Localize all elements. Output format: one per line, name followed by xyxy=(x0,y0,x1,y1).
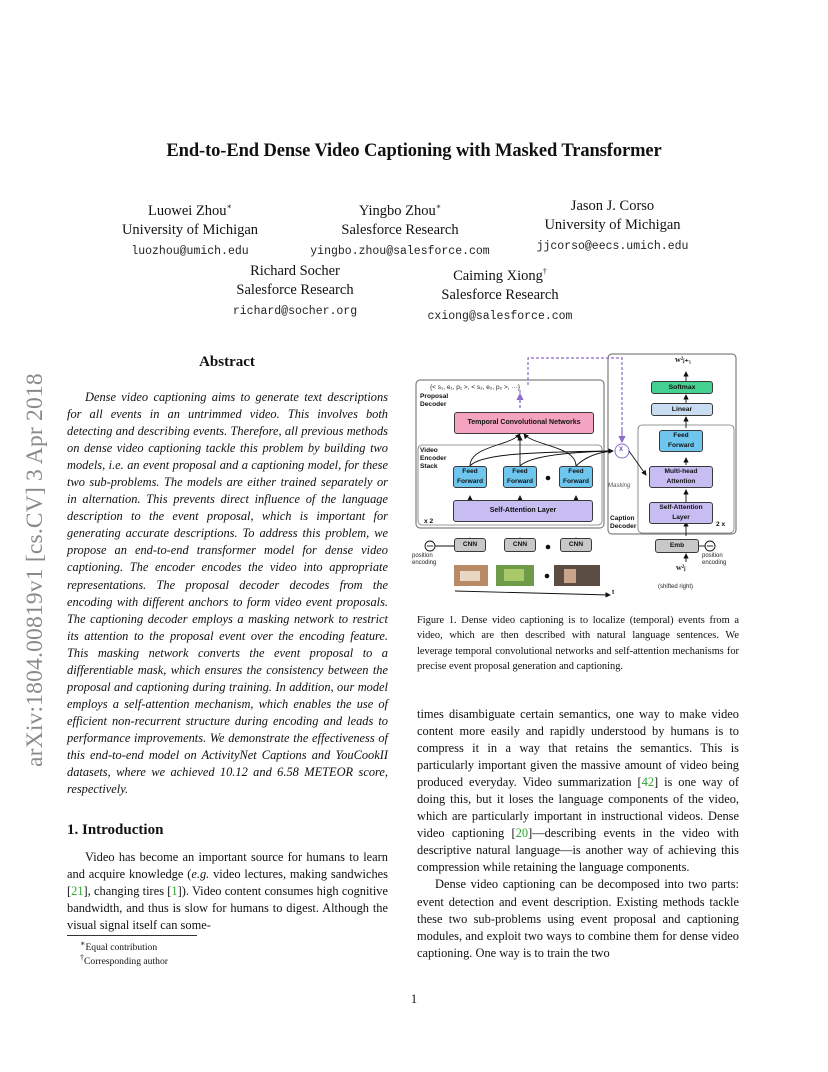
citation-link[interactable]: 21 xyxy=(71,884,84,899)
author-email[interactable]: jjcorso@eecs.umich.edu xyxy=(536,240,689,253)
self-attention-layer-block: Self-Attention Layer xyxy=(453,500,593,522)
author-block xyxy=(290,197,510,261)
feed-forward-block: Feed Forward xyxy=(453,466,487,488)
section-heading-introduction: 1. Introduction xyxy=(67,822,164,838)
abstract-paragraph: Dense video captioning aims to generate text descriptions for all events in an untrimmed video. This involves both detecting and describing events. Therefore, all previous methods on dense video captioning tackle this problem by building two models, i.e. an event proposal and a captioning model, for these two sub-problems. The models are either trained separately or in alternation. This prevents direct influence of the language description to the event proposal, which is important for generating accurate descriptions. To address this problem, we propose an end-to-end transformer model for dense video captioning. The encoder encodes the video into appropriate representations. The proposal decoder decodes from the encoding with different anchors to form video event proposals. The captioning decoder employs a masking network to restrict its attention to the proposal event over the encoding feature. This masking network converts the event proposal to a differentiable mask, which ensures the consistency between the proposal and captioning during training. In addition, our model employs a self-attention mechanism, which enables the use of efficient non-recurrent structure during encoding and leads to performance improvements. We demonstrate the effectiveness of this end-to-end model on ActivityNet Captions and YouCookII datasets, where we achieved 10.12 and 6.58 METEOR score, respectively. xyxy=(67,390,388,797)
author-name: Luowei Zhou xyxy=(148,202,227,219)
position-encoding-label: position encoding xyxy=(412,553,437,566)
masking-label: Masking xyxy=(608,483,631,489)
decoder-repeat-label: 2 x xyxy=(716,521,726,528)
multiply-symbol: X xyxy=(619,447,624,453)
softmax-block: Softmax xyxy=(651,381,713,394)
intro-paragraph xyxy=(67,849,388,934)
body-text: times disambiguate certain semantics, one way to make video content more easily and rapidly understood by humans is to compress it in a way that retains the semantics. This is particularly important given the massive amount of video being produced everyday. Video summarization [ xyxy=(417,707,739,790)
encoder-repeat-label: x 2 xyxy=(424,518,434,525)
author-mark: † xyxy=(542,267,547,276)
author-affiliation: Salesforce Research xyxy=(341,221,459,238)
footnote-text: Corresponding author xyxy=(84,956,168,968)
body-paragraph: Dense video captioning can be decomposed into two parts: event detection and event description. Existing methods tackle these two sub-problems using event proposal and captioning modules, and exploit two ways to combine them for dense video captioning. One way is to train the two xyxy=(417,877,739,960)
author-mark: ∗ xyxy=(435,202,442,211)
intro-text: video lectures, making sandwiches [ xyxy=(67,867,388,899)
decoder-self-attention-block: Self-Attention Layer xyxy=(649,502,713,524)
citation-link[interactable]: 42 xyxy=(641,775,655,790)
temporal-conv-networks-block: Temporal Convolutional Networks xyxy=(454,412,594,434)
intro-text: ]). Video content consumes high cognitive bandwidth, and thus is slow for humans to digest. Although the visual signal itself can some- xyxy=(67,884,388,933)
shifted-right-label: (shifted right) xyxy=(658,584,694,590)
embedding-block: Emb xyxy=(655,539,699,553)
multihead-attention-block: Multi-head Attention xyxy=(649,466,713,488)
author-block xyxy=(100,197,280,261)
footnote-mark: † xyxy=(80,953,84,962)
proposal-decoder-label: Proposal Decoder xyxy=(420,393,449,408)
feed-forward-block: Feed Forward xyxy=(559,466,593,488)
paper-title: End-to-End Dense Video Captioning with Masked Transformer xyxy=(166,141,662,161)
input-token-label: w²ⱼ xyxy=(676,563,686,572)
author-mark: ∗ xyxy=(226,202,232,211)
body-text: ] is one way of doing this, but it loses the language components of the video, which are particularly important in instructional videos. Dense video captioning [ xyxy=(417,775,740,841)
body-text: ]—describing events in the video with descriptive natural language—is another way of achieving this compression while retaining the language components. xyxy=(417,826,739,875)
intro-text: Video has become an important source for humans to learn and acquire knowledge ( xyxy=(67,850,388,882)
output-token-label: w²ⱼ₊₁ xyxy=(675,355,692,364)
author-name: Richard Socher xyxy=(250,263,340,279)
cnn-block: CNN xyxy=(454,538,486,552)
footnote xyxy=(80,951,168,969)
arxiv-identifier: arXiv:1804.00819v1 [cs.CV] 3 Apr 2018 xyxy=(22,373,48,767)
author-affiliation: Salesforce Research xyxy=(441,286,559,303)
author-block xyxy=(405,262,595,326)
intro-eg: e.g. xyxy=(191,867,210,882)
figure-1-caption: Figure 1. Dense video captioning is to localize (temporal) events from a video, which are then described with natural language sentences. We leverage temporal convolutional networks and self-attention mechanisms for precise event proposal generation and captioning. xyxy=(417,615,739,672)
right-column-text xyxy=(417,706,739,962)
author-email[interactable]: richard@socher.org xyxy=(232,305,358,318)
intro-text: ], changing tires [ xyxy=(83,884,172,899)
footnote-mark: ∗ xyxy=(80,939,86,948)
author-name: Yingbo Zhou xyxy=(358,202,436,219)
feed-forward-block: Feed Forward xyxy=(503,466,537,488)
figure-1-diagram xyxy=(410,350,740,605)
author-email[interactable]: luozhou@umich.edu xyxy=(131,244,249,258)
author-name: Jason J. Corso xyxy=(570,198,655,214)
author-block xyxy=(520,197,705,256)
abstract-heading: Abstract xyxy=(199,354,255,370)
author-affiliation: Salesforce Research xyxy=(236,282,354,298)
footnote-text: Equal contribution xyxy=(85,942,158,954)
abstract-text xyxy=(67,389,388,798)
author-affiliation: University of Michigan xyxy=(121,221,259,238)
cnn-block: CNN xyxy=(560,538,592,552)
author-affiliation: University of Michigan xyxy=(544,217,681,233)
cnn-block: CNN xyxy=(504,538,536,552)
citation-link[interactable]: 20 xyxy=(515,826,529,841)
author-name: Caiming Xiong xyxy=(453,267,543,284)
footnote-rule xyxy=(67,935,197,936)
position-encoding-label: position encoding xyxy=(702,553,727,566)
time-axis-label: t xyxy=(612,589,615,596)
decoder-feed-forward-block: Feed Forward xyxy=(659,430,703,452)
encoder-stack-label: Video Encoder Stack xyxy=(420,447,447,470)
caption-decoder-label: Caption Decoder xyxy=(610,515,637,530)
author-email[interactable]: yingbo.zhou@salesforce.com xyxy=(310,244,490,258)
page-number: 1 xyxy=(410,992,418,1006)
linear-block: Linear xyxy=(651,403,713,416)
author-block xyxy=(205,262,385,321)
author-email[interactable]: cxiong@salesforce.com xyxy=(427,309,573,323)
proposal-sequence: {< s₁, e₁, p₁ >, < s₂, e₂, p₂ >, ···} xyxy=(430,384,521,391)
citation-link[interactable]: 1 xyxy=(171,884,178,899)
